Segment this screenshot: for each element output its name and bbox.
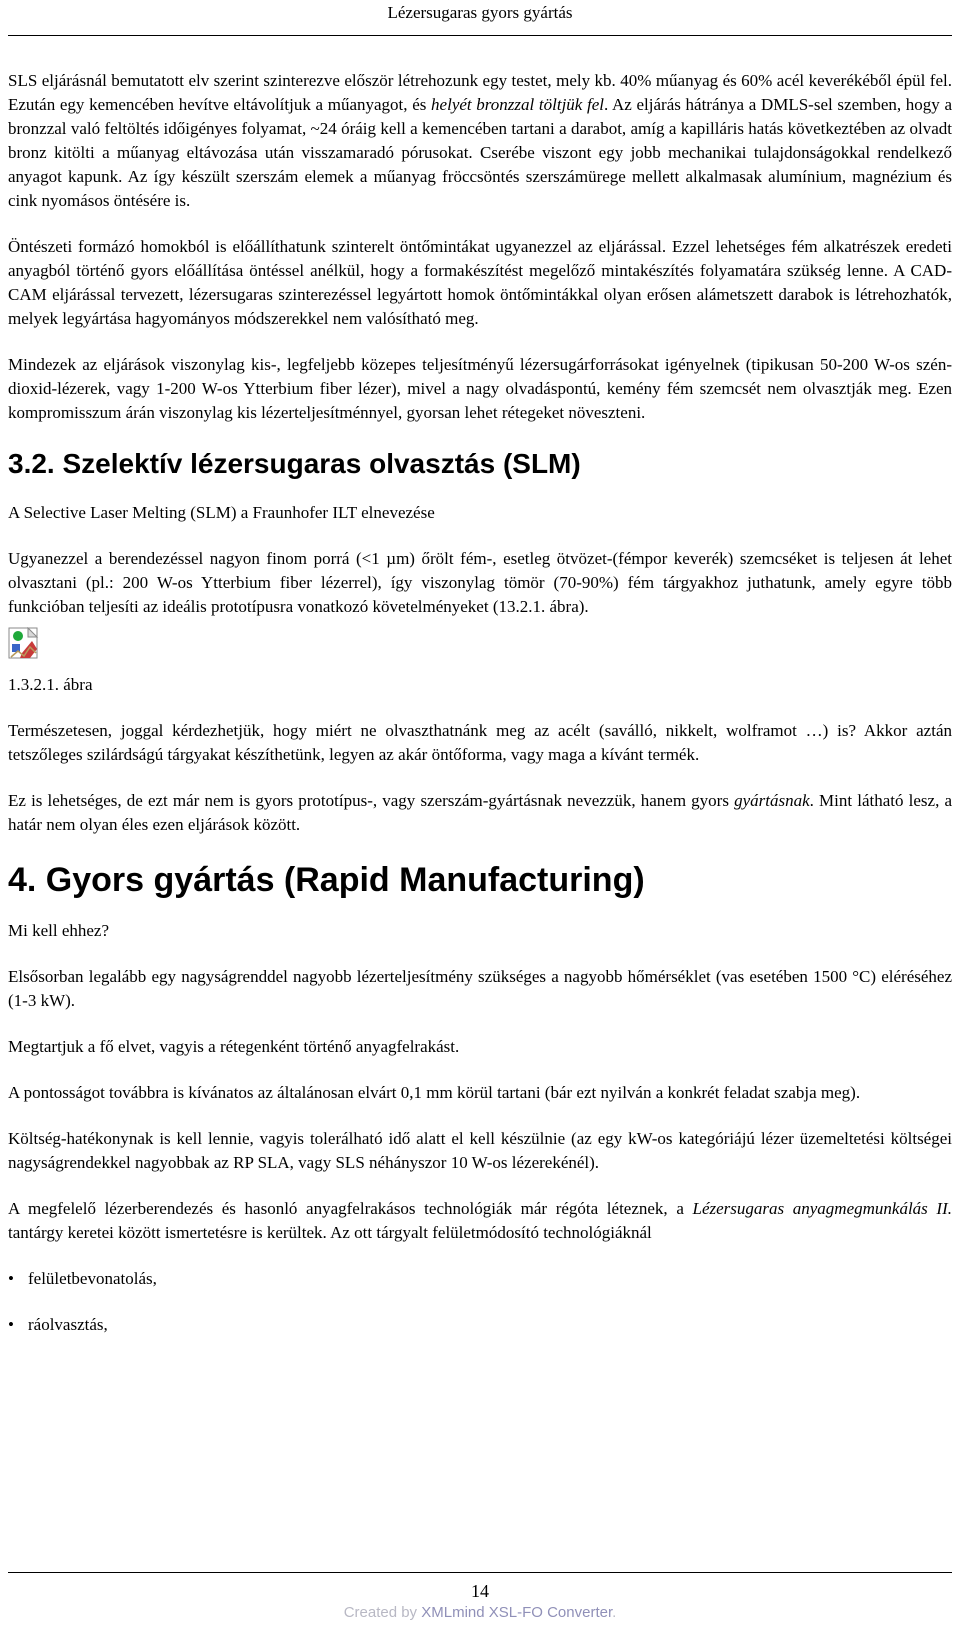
bullet-icon: • bbox=[8, 1269, 14, 1288]
figure-caption: 1.3.2.1. ábra bbox=[8, 675, 93, 694]
page-number: 14 bbox=[471, 1581, 489, 1601]
converter-link[interactable]: XMLmind XSL-FO Converter bbox=[421, 1604, 613, 1621]
paragraph-slm-definition: A Selective Laser Melting (SLM) a Fraunhofer ILT elnevezése bbox=[8, 503, 435, 522]
paragraph-accuracy: A pontosságot továbbra is kívánatos az általánosan elvárt 0,1 mm körül tartani (bár ezt nyilván a konkrét feladat szabja meg). bbox=[8, 1083, 861, 1102]
paragraph-laser-power: Mindezek az eljárások viszonylag kis-, legfeljebb közepes teljesítményű lézersugárforrásokat igényelnek (tipikusan 50-200 W-os szén-dioxid-lézerek, vagy 1-200 W-os Ytterbium fiber lézer), mivel a nagy olvadáspontú, kemény fém szemcsét nem olvasztják meg. Ezen kompromisszum árán viszonylag kis lézerteljesítménnyel, gyorsan lehet rétegeket növeszteni. bbox=[8, 355, 952, 422]
paragraph-sls-bronze: SLS eljárásnál bemutatott elv szerint szinterezve először létrehozunk egy testet, mely kb. 40% műanyag és 60% acél keverékéből épül fel. Ezután egy kemencében hevítve eltávolítjuk a műanyagot, és helyét bronzzal töltjük fel. Az eljárás hátránya a DMLS-sel szemben, hogy a bronzzal való feltöltés időigényes folyamat, ~24 óráig kell a kemencében tartani a darabot, amíg a kapilláris hatás következtében az olvadt bronz kitölti a műanyag eltávozása után visszamaradó pórusokat. Cserébe viszont egy jobb mechanikai tulajdonságokkal rendelkező anyagot kapunk. Az így készült szerszám elemek a műanyag fröccsöntés szerszámürege mellett alkalmasak alumínium, magnézium és cink nyomásos öntésére is. bbox=[8, 71, 953, 210]
technology-list bbox=[8, 1267, 952, 1337]
header-title: Lézersugaras gyors gyártás bbox=[387, 3, 573, 22]
paragraph-power-requirement: Elsősorban legalább egy nagyságrenddel nagyobb lézerteljesítmény szükséges a nagyobb hőmérséklet (vas esetében 1500 °C) eléréséhez (1-3 kW). bbox=[8, 967, 952, 1010]
page-header bbox=[0, 0, 960, 36]
paragraph-layering-principle: Megtartjuk a fő elvet, vagyis a rétegenként történő anyagfelrakást. bbox=[8, 1037, 460, 1056]
footer-divider bbox=[8, 1572, 952, 1573]
header-divider bbox=[8, 35, 952, 36]
paragraph-slm-description: Ugyanezzel a berendezéssel nagyon finom porrá (<1 µm) őrölt fém-, esetleg ötvözet-(fémpor keverék) szemcséket is teljesen át lehet olvasztani (pl.: 200 W-os Ytterbium fiber lézerrel), így viszonylag tömör (70-90%) fém tárgyakhoz juthatunk, amely egyre több funkcióban teljesíti az ideális prototípusra vonatkozó követelményeket (13.2.1. ábra). bbox=[8, 549, 952, 616]
paragraph-existing-technologies: A megfelelő lézerberendezés és hasonló anyagfelrakásos technológiák már régóta léteznek, a Lézersugaras anyagmegmunkálás II. tantárgy keretei között ismertetésre is kerültek. Az ott tárgyalt felületmódosító technológiáknál bbox=[8, 1199, 952, 1242]
broken-image-icon bbox=[8, 627, 42, 661]
list-item: • ráolvasztás, bbox=[8, 1313, 952, 1337]
paragraph-question: Mi kell ehhez? bbox=[8, 921, 110, 940]
paragraph-cost: Költség-hatékonynak is kell lennie, vagyis tolerálható idő alatt el kell készülnie (az egy kW-os kategóriájú lézer üzemeltetési költségei nagyságrendekkel nagyobbak az RP SLA, vagy SLS néhányszor 10 W-os lézerekénél). bbox=[8, 1129, 952, 1172]
paragraph-steel-question: Természetesen, joggal kérdezhetjük, hogy miért ne olvaszthatnánk meg az acélt (saválló, nikkelt, wolframot …) is? Akkor aztán tetszőleges szilárdságú tárgyakat készíthetünk, legyen az akár öntőforma, vagy maga a kívánt termék. bbox=[8, 721, 952, 764]
list-item: • felületbevonatolás, bbox=[8, 1267, 952, 1291]
section-heading-slm: 3.2. Szelektív lézersugaras olvasztás (SLM) bbox=[8, 448, 581, 479]
chapter-heading-rapid-manufacturing: 4. Gyors gyártás (Rapid Manufacturing) bbox=[8, 861, 645, 899]
paragraph-rapid-manufacturing-intro: Ez is lehetséges, de ezt már nem is gyors prototípus-, vagy szerszám-gyártásnak nevezzük, hanem gyors gyártásnak. Mint látható lesz, a határ nem olyan éles ezen eljárások között. bbox=[8, 791, 952, 834]
bullet-icon: • bbox=[8, 1315, 14, 1334]
document-body bbox=[8, 69, 952, 1359]
paragraph-sand-casting: Öntészeti formázó homokból is előállíthatunk szinterelt öntőmintákat ugyanezzel az eljárással. Ezzel lehetséges fém alkatrészek eredeti anyagból történő gyors előállítása öntéssel anélkül, hogy a formakészítést megelőző mintakészítés folyamatára szükség lenne. A CAD-CAM eljárással tervezett, lézersugaras szinterezéssel legyártott homok öntőmintákkal olyan erősen alámetszett darabok is létrehozhatók, melyek legyártása hagyományos módszerekkel nem valósítható meg. bbox=[8, 237, 952, 328]
created-by-note: Created by XMLmind XSL-FO Converter. bbox=[343, 1604, 617, 1621]
